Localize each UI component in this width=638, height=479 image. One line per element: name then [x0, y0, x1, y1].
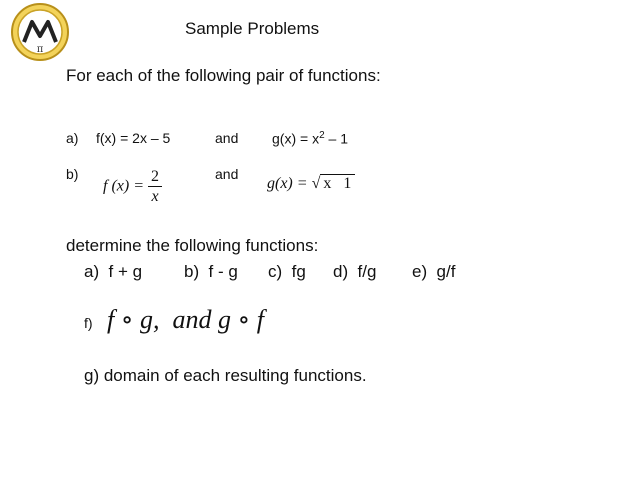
- intro-text: For each of the following pair of functions:: [66, 66, 381, 85]
- page-title: Sample Problems: [185, 19, 320, 38]
- part-b-fraction-denominator: x: [151, 187, 159, 205]
- part-a-g-exponent: 2: [319, 130, 325, 141]
- university-seal-logo: [10, 2, 70, 62]
- task-c: c) fg: [268, 262, 306, 281]
- svg-text:π: π: [36, 44, 44, 55]
- task-e: e) g/f: [412, 262, 456, 281]
- part-b-fraction-numerator: 2: [148, 168, 162, 187]
- task-b: b) f - g: [184, 262, 238, 281]
- part-a-g-base: g(x) = x: [272, 130, 320, 147]
- part-b-and: and: [215, 166, 239, 182]
- task-f-label: f): [84, 315, 93, 331]
- sqrt-icon: √: [311, 175, 321, 192]
- part-b-fraction: [148, 168, 162, 206]
- part-b-label: b): [66, 166, 79, 182]
- part-a-label: a): [66, 130, 79, 146]
- task-d: d) f/g: [333, 262, 377, 281]
- task-a: a) f + g: [84, 262, 143, 281]
- university-seal-icon: [10, 2, 70, 62]
- part-b-g-radicand: x 1: [320, 174, 355, 193]
- part-b-f-lhs: f (x) =: [103, 177, 144, 195]
- part-b-f: [103, 168, 162, 206]
- part-b-g-lhs: g(x) =: [267, 175, 308, 192]
- determine-text: determine the following functions:: [66, 236, 319, 255]
- part-b-g: [267, 174, 355, 193]
- part-a-g: [272, 130, 348, 147]
- part-a-and: and: [215, 130, 239, 146]
- part-a-g-tail: – 1: [324, 130, 348, 147]
- task-g: g) domain of each resulting functions.: [84, 366, 367, 385]
- task-f-expression: f ∘ g, and g ∘ f: [107, 305, 264, 334]
- part-a-f: f(x) = 2x – 5: [96, 130, 171, 146]
